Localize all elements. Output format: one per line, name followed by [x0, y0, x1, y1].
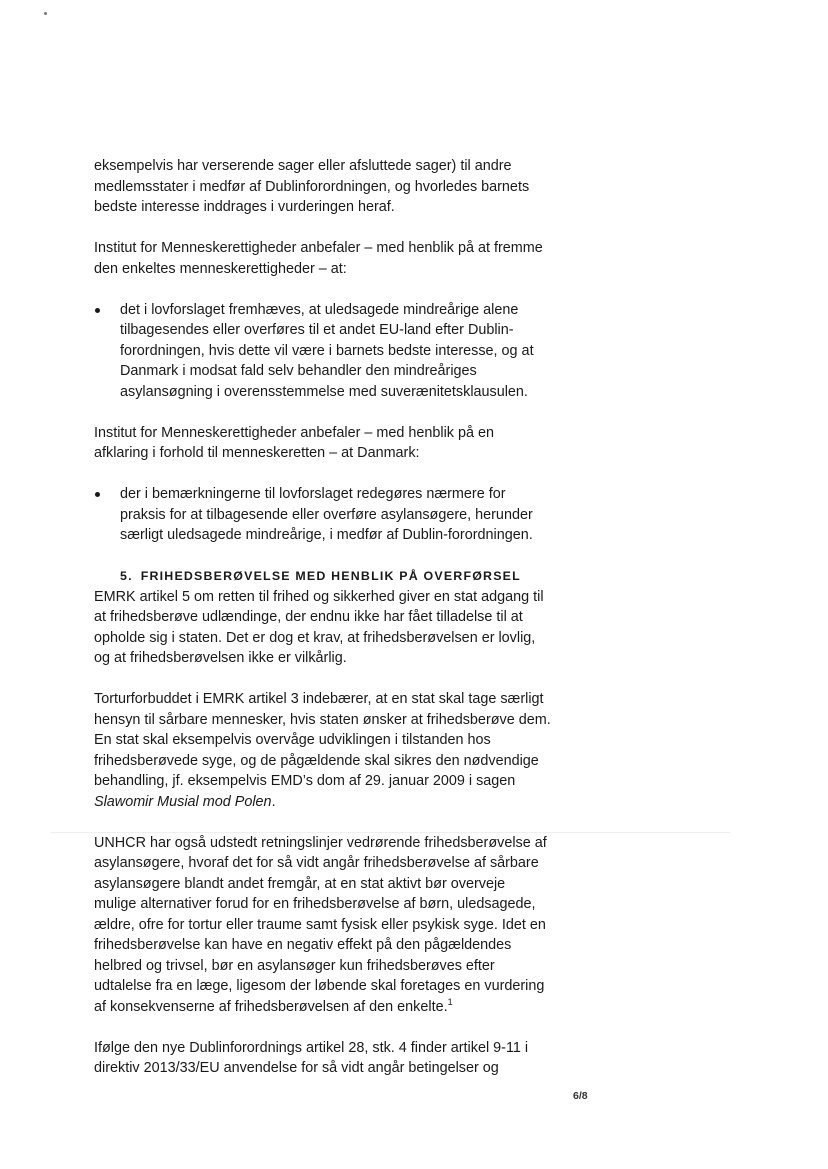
footnote-reference[interactable]: 1	[447, 996, 453, 1007]
paragraph-emrk-article-5	[94, 587, 574, 669]
text-line: Torturforbuddet i EMRK artikel 3 indebærer, at en stat skal tage særligt	[94, 691, 544, 707]
text-line	[94, 792, 574, 813]
recommendation-intro-1	[94, 238, 574, 279]
text-segment: af konsekvenserne af frihedsberøvelsen af den enkelte.	[94, 998, 448, 1015]
paragraph-torture-prohibition	[94, 689, 574, 812]
sentence-end: .	[271, 793, 276, 810]
text-line: direktiv 2013/33/EU anvendelse for så vidt angår betingelser og	[94, 1060, 499, 1076]
text-line: opholde sig i staten. Det er dog et krav, at frihedsberøvelsen er lovlig,	[94, 629, 536, 646]
text-line: Institut for Menneskerettigheder anbefaler – med henblik på en	[94, 424, 494, 441]
paragraph-continuation	[94, 156, 574, 218]
text-line	[94, 997, 574, 1018]
text-line: Institut for Menneskerettigheder anbefaler – med henblik på at fremme	[94, 240, 543, 256]
text-line: hensyn til sårbare mennesker, hvis staten ønsker at frihedsberøve dem.	[94, 711, 551, 728]
text-line: medlemsstater i medfør af Dublinforordningen, og hvorledes barnets	[94, 178, 530, 195]
text-line: asylansøgere, hvoraf det for så vidt angår frihedsberøvelse af sårbare	[94, 855, 539, 871]
body-text	[94, 156, 574, 1099]
text-line: praksis for at tilbagesende eller overføre asylansøgere, herunder	[120, 506, 533, 523]
text-line: EMRK artikel 5 om retten til frihed og sikkerhed giver en stat adgang til	[94, 588, 544, 605]
page-number: 6/8	[573, 1090, 588, 1102]
text-line: og at frihedsberøvelsen ikke er vilkårlig.	[94, 650, 347, 666]
text-line: bedste interesse inddrages i vurderingen heraf.	[94, 199, 395, 215]
scan-mark	[44, 12, 47, 15]
text-line: ældre, ofre for tortur eller traume samt fysisk eller psykisk syge. Idet en	[94, 916, 546, 933]
recommendation-bullet-1	[94, 300, 574, 403]
text-line: mulige alternativer forud for en frihedsberøvelse af børn, uledsagede,	[94, 896, 536, 912]
section-number: 5.	[120, 569, 133, 583]
text-line: asylansøgere blandt andet fremgår, at en stat aktivt bør overveje	[94, 875, 506, 892]
text-line: særligt uledsagede mindreårige, i medfør af Dublin-forordningen.	[120, 527, 533, 543]
text-line: forordningen, hvis dette vil være i barnets bedste interesse, og at	[120, 342, 534, 359]
text-line: udtalelse fra en læge, ligesom der løbende skal foretages en vurdering	[94, 978, 545, 994]
recommendation-intro-2	[94, 423, 574, 464]
text-line: eksempelvis har verserende sager eller afsluttede sager) til andre	[94, 158, 512, 174]
text-line: frihedsberøvede syge, og de pågældende skal sikres den nødvendige	[94, 752, 539, 769]
text-line: afklaring i forhold til menneskeretten – at Danmark:	[94, 445, 420, 461]
text-line: tilbagesendes eller overføres til et andet EU-land efter Dublin-	[120, 322, 514, 338]
section-heading	[94, 566, 574, 587]
section-title: FRIHEDSBERØVELSE MED HENBLIK PÅ OVERFØRSEL	[140, 569, 521, 583]
recommendation-bullet-2	[94, 484, 574, 546]
text-line: den enkeltes menneskerettigheder – at:	[94, 260, 347, 277]
case-name: Slawomir Musial mod Polen	[94, 793, 272, 810]
text-line: der i bemærkningerne til lovforslaget redegøres nærmere for	[120, 486, 506, 502]
text-line: Danmark i modsat fald selv behandler den mindreåriges	[120, 363, 477, 379]
text-line: UNHCR har også udstedt retningslinjer vedrørende frihedsberøvelse af	[94, 834, 547, 851]
text-line: asylansøgning i overensstemmelse med suverænitetsklausulen.	[120, 383, 528, 400]
text-line: En stat skal eksempelvis overvåge udviklingen i tilstanden hos	[94, 732, 491, 748]
paragraph-unhcr-guidelines	[94, 833, 574, 1018]
text-line: det i lovforslaget fremhæves, at uledsagede mindreårige alene	[120, 301, 519, 318]
text-line: frihedsberøvelse kan have en negativ effekt på den pågældendes	[94, 937, 512, 953]
text-line: at frihedsberøve udlændinge, der endnu ikke har fået tilladelse til at	[94, 609, 523, 625]
text-line: behandling, jf. eksempelvis EMD’s dom af 29. januar 2009 i sagen	[94, 773, 516, 789]
text-line: Ifølge den nye Dublinforordnings artikel 28, stk. 4 finder artikel 9-11 i	[94, 1039, 529, 1056]
text-line: helbred og trivsel, bør en asylansøger kun frihedsberøves efter	[94, 957, 495, 974]
paragraph-dublin-article-28	[94, 1038, 574, 1079]
